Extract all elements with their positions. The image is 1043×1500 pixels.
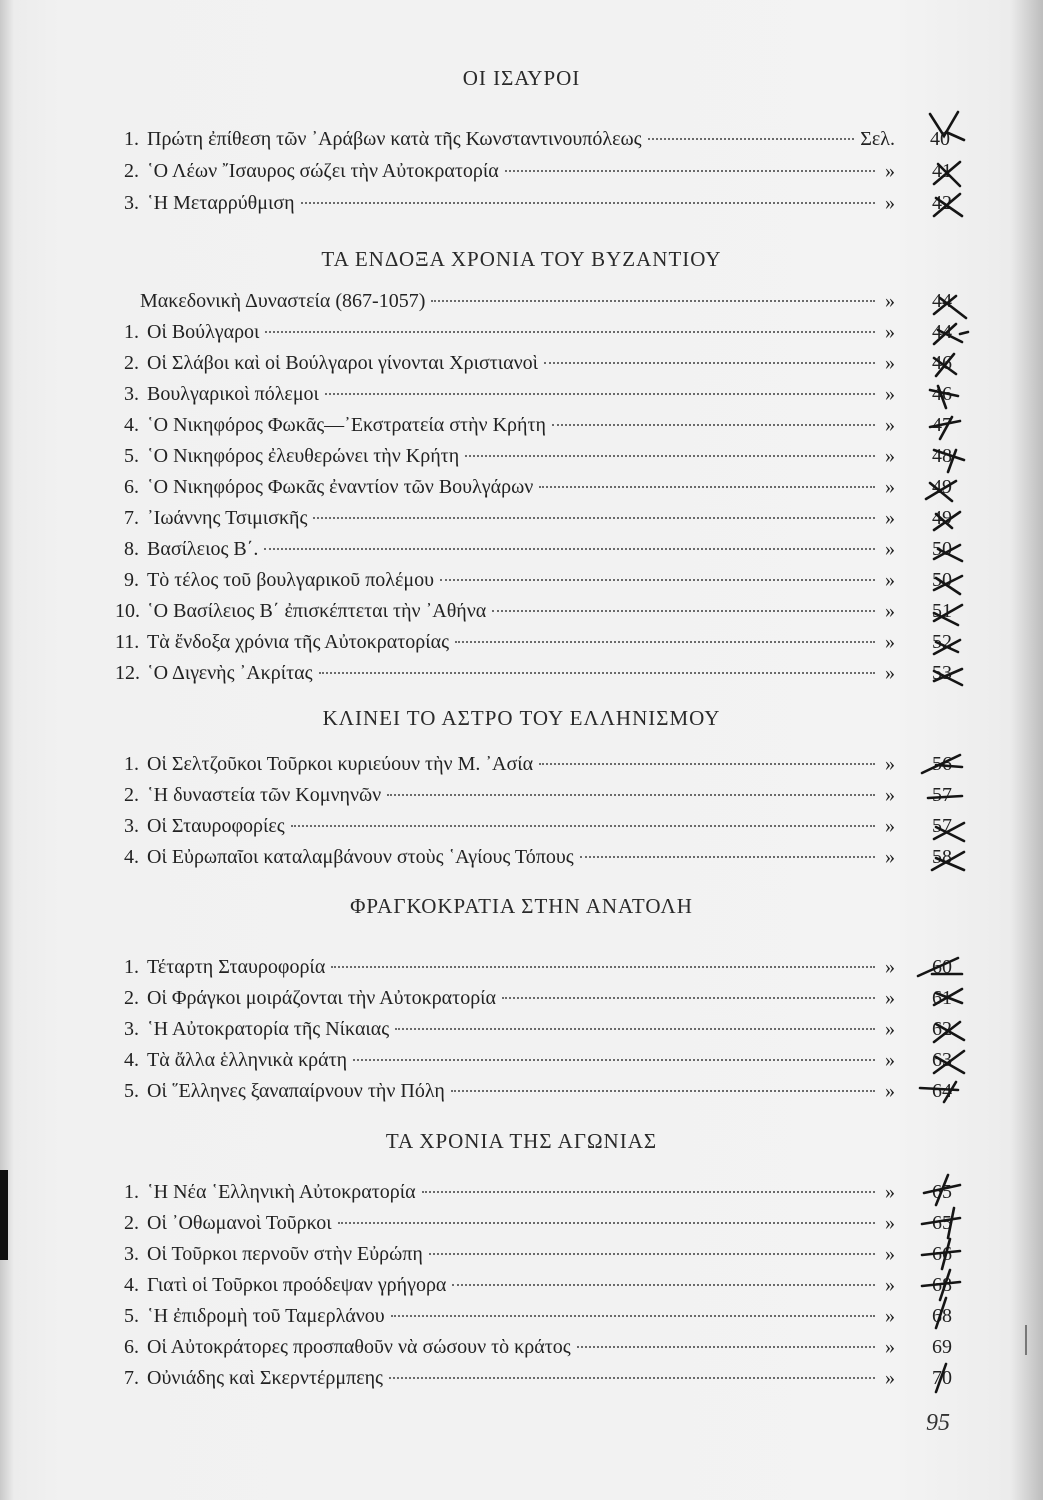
- dot-leader: [301, 202, 875, 204]
- toc-entry: [115, 507, 895, 535]
- dot-leader: [331, 966, 875, 968]
- entry-number: 1.: [124, 956, 139, 978]
- dot-leader: [395, 1028, 875, 1030]
- entry-title: Πρώτη ἐπίθεση τῶν ᾿Αράβων κατὰ τῆς Κωνσταντινουπόλεως: [147, 128, 642, 150]
- toc-entry: [115, 352, 895, 380]
- entry-title: ῾Ο Λέων ῎Ισαυρος σώζει τὴν Αὐτοκρατορία: [147, 160, 499, 182]
- ditto-mark: »: [885, 321, 895, 343]
- page-ref: 62: [932, 1018, 952, 1040]
- handwritten-strike-mark: [918, 1078, 962, 1108]
- ditto-mark: »: [885, 987, 895, 1009]
- page-ref: 61: [932, 987, 952, 1009]
- entry-number: 3.: [124, 815, 139, 837]
- ditto-mark: »: [885, 956, 895, 978]
- ditto-mark: »: [885, 569, 895, 591]
- entry-number: 1.: [124, 321, 139, 343]
- toc-entry: [115, 445, 895, 473]
- page-ref: 64: [932, 1080, 952, 1102]
- entry-number: 5.: [124, 1080, 139, 1102]
- handwritten-x-mark: [926, 320, 970, 350]
- ditto-mark: »: [885, 846, 895, 868]
- handwritten-x-mark: [924, 630, 968, 660]
- ditto-mark: »: [885, 784, 895, 806]
- dot-leader: [338, 1222, 875, 1224]
- toc-entry: [115, 987, 895, 1015]
- dot-leader: [387, 794, 875, 796]
- page-ref: 60: [932, 956, 952, 978]
- dot-leader: [389, 1377, 875, 1379]
- handwritten-check-mark: [924, 112, 968, 142]
- entry-number: 1.: [124, 1181, 139, 1203]
- page-ref: 65: [932, 1212, 952, 1234]
- entry-title: Οἱ Αὐτοκράτορες προσπαθοῦν νὰ σώσουν τὸ κράτος: [147, 1336, 571, 1358]
- ditto-mark: »: [885, 507, 895, 529]
- page-number: 95: [926, 1410, 950, 1436]
- ditto-mark: »: [885, 352, 895, 374]
- dot-leader: [325, 393, 875, 395]
- entry-title: Τέταρτη Σταυροφορία: [147, 956, 326, 978]
- page-ref: 65: [932, 1181, 952, 1203]
- entry-title: Βασίλειος Β΄.: [147, 538, 259, 560]
- toc-entry: [115, 1049, 895, 1077]
- entry-title: ᾿Ιωάννης Τσιμισκῆς: [147, 507, 308, 529]
- toc-entry: [115, 1212, 895, 1240]
- toc-entry: [115, 1336, 895, 1364]
- entry-number: 6.: [124, 476, 139, 498]
- entry-title: ῾Ο Νικηφόρος Φωκᾶς ἐναντίον τῶν Βουλγάρων: [147, 476, 534, 498]
- toc-entry: [140, 290, 895, 318]
- ditto-mark: »: [885, 1181, 895, 1203]
- entry-number: 5.: [124, 445, 139, 467]
- ditto-mark: »: [885, 600, 895, 622]
- page-ref: 57: [932, 784, 952, 806]
- entry-number: 8.: [124, 538, 139, 560]
- handwritten-x-mark: [926, 190, 970, 220]
- ditto-mark: »: [885, 538, 895, 560]
- handwritten-x-mark: [924, 1016, 968, 1046]
- toc-entry: [115, 1274, 895, 1302]
- dot-leader: [465, 455, 875, 457]
- dot-leader: [313, 517, 875, 519]
- entry-number: 4.: [124, 1049, 139, 1071]
- dot-leader: [391, 1315, 875, 1317]
- dot-leader: [291, 825, 875, 827]
- entry-number: 3.: [124, 383, 139, 405]
- page-label: Σελ.: [860, 128, 895, 150]
- toc-entry: [115, 1181, 895, 1209]
- page-ref: 47: [932, 414, 952, 436]
- entry-title: Οἱ Βούλγαροι: [147, 321, 260, 343]
- handwritten-x-mark: [926, 158, 970, 188]
- entry-title: ῾Η Νέα ῾Ελληνικὴ Αὐτοκρατορία: [147, 1181, 416, 1203]
- handwritten-strike-mark: [920, 751, 964, 781]
- toc-entry: [115, 192, 895, 220]
- handwritten-x-mark: [924, 568, 968, 598]
- entry-number: 1.: [124, 128, 139, 150]
- dot-leader: [502, 997, 875, 999]
- dot-leader: [431, 300, 875, 302]
- dot-leader: [440, 579, 875, 581]
- entry-number: 5.: [124, 1305, 139, 1327]
- entry-title: Οἱ Φράγκοι μοιράζονται τὴν Αὐτοκρατορία: [147, 987, 497, 1009]
- ditto-mark: »: [885, 1049, 895, 1071]
- page-ref: 49: [932, 507, 952, 529]
- toc-entry: [115, 160, 895, 188]
- dot-leader: [577, 1346, 875, 1348]
- ditto-mark: »: [885, 445, 895, 467]
- binding-shadow: [0, 1170, 8, 1260]
- ditto-mark: »: [885, 1080, 895, 1102]
- toc-entry: [115, 631, 895, 659]
- dot-leader: [648, 138, 855, 140]
- entry-title: ῾Ο Νικηφόρος ἐλευθερώνει τὴν Κρήτη: [147, 445, 460, 467]
- dot-leader: [580, 856, 875, 858]
- page-ref: 49: [932, 476, 952, 498]
- entry-number: 2.: [124, 987, 139, 1009]
- entry-title: Οἱ Σλάβοι καὶ οἱ Βούλγαροι γίνονται Χριστιανοὶ: [147, 352, 539, 374]
- ditto-mark: »: [885, 815, 895, 837]
- ditto-mark: »: [885, 1243, 895, 1265]
- dot-leader: [319, 672, 875, 674]
- entry-title: Τὰ ἔνδοξα χρόνια τῆς Αὐτοκρατορίας: [147, 631, 450, 653]
- entry-number: 7.: [124, 1367, 139, 1389]
- section-title: ΦΡΑΓΚΟΚΡΑΤΙΑ ΣΤΗΝ ΑΝΑΤΟΛΗ: [350, 894, 693, 918]
- page-ref: 42: [932, 192, 952, 214]
- entry-title: Οἱ Εὐρωπαῖοι καταλαμβάνουν στοὺς ῾Αγίους Τόπους: [147, 846, 574, 868]
- entry-number: 4.: [124, 846, 139, 868]
- toc-entry: [115, 414, 895, 442]
- entry-number: 4.: [124, 1274, 139, 1296]
- dot-leader: [455, 641, 875, 643]
- handwritten-x-mark: [926, 290, 970, 320]
- ditto-mark: »: [885, 753, 895, 775]
- handwritten-x-mark: [924, 844, 968, 874]
- handwritten-x-mark: [922, 475, 966, 505]
- page-ref: 68: [932, 1274, 952, 1296]
- entry-title: Τὸ τέλος τοῦ βουλγαρικοῦ πολέμου: [147, 569, 435, 591]
- page-ref: 69: [932, 1336, 952, 1358]
- entry-title: ῾Ο Διγενὴς ᾿Ακρίτας: [147, 662, 313, 684]
- entry-title: Μακεδονικὴ Δυναστεία (867-1057): [140, 290, 426, 312]
- entry-title: ῾Η ἐπιδρομὴ τοῦ Ταμερλάνου: [147, 1305, 385, 1327]
- ditto-mark: »: [885, 383, 895, 405]
- handwritten-strike-mark: [920, 1175, 964, 1205]
- entry-number: 10.: [115, 600, 140, 622]
- toc-entry: [115, 1305, 895, 1333]
- handwritten-x-mark: [924, 382, 968, 412]
- ditto-mark: »: [885, 1336, 895, 1358]
- handwritten-strike-mark: [922, 1298, 966, 1328]
- ditto-mark: »: [885, 476, 895, 498]
- toc-entry: [115, 383, 895, 411]
- ditto-mark: »: [885, 631, 895, 653]
- ditto-mark: »: [885, 290, 895, 312]
- section-title: ΤΑ ΕΝΔΟΞΑ ΧΡΟΝΙΑ ΤΟΥ ΒΥΖΑΝΤΙΟΥ: [321, 247, 722, 271]
- page-ref: 70: [932, 1367, 952, 1389]
- dot-leader: [451, 1090, 875, 1092]
- handwritten-strike-mark: [918, 954, 962, 984]
- section-title: ΚΛΙΝΕΙ ΤΟ ΑΣΤΡΟ ΤΟΥ ΕΛΛΗΝΙΣΜΟΥ: [322, 706, 721, 730]
- toc-entry: [115, 1243, 895, 1271]
- toc-entry: [115, 1367, 895, 1395]
- page-ref: 44: [932, 321, 952, 343]
- entry-title: ῾Η Μεταρρύθμιση: [147, 192, 295, 214]
- toc-entry: [115, 1018, 895, 1046]
- entry-number: 11.: [115, 631, 140, 653]
- dot-leader: [264, 548, 875, 550]
- page-ref: 66: [932, 1243, 952, 1265]
- toc-entry: [115, 753, 895, 781]
- dot-leader: [429, 1253, 875, 1255]
- page-ref: 57: [932, 815, 952, 837]
- page-ref: 50: [932, 569, 952, 591]
- toc-entry: [115, 846, 895, 874]
- ditto-mark: »: [885, 192, 895, 214]
- page-ref: 48: [932, 445, 952, 467]
- page-ref: 53: [932, 662, 952, 684]
- entry-title: Οἱ ᾿Οθωμανοὶ Τοῦρκοι: [147, 1212, 332, 1234]
- margin-pencil-mark: [1025, 1325, 1027, 1355]
- dot-leader: [452, 1284, 875, 1286]
- toc-entry: [115, 476, 895, 504]
- toc-entry: [115, 1080, 895, 1108]
- dot-leader: [539, 763, 875, 765]
- toc-entry: [115, 128, 895, 156]
- page-ref: 56: [932, 753, 952, 775]
- handwritten-x-mark: [924, 1047, 968, 1077]
- dot-leader: [265, 331, 875, 333]
- entry-number: 2.: [124, 160, 139, 182]
- page-ref: 52: [932, 631, 952, 653]
- handwritten-strike-mark: [922, 1362, 966, 1392]
- handwritten-x-mark: [924, 599, 968, 629]
- entry-title: Βουλγαρικοὶ πόλεμοι: [147, 383, 319, 405]
- entry-title: ῾Ο Νικηφόρος Φωκᾶς—᾿Εκστρατεία στὴν Κρήτη: [147, 414, 546, 436]
- ditto-mark: »: [885, 1305, 895, 1327]
- entry-number: 6.: [124, 1336, 139, 1358]
- ditto-mark: »: [885, 1274, 895, 1296]
- entry-number: 12.: [115, 662, 140, 684]
- page-ref: 46: [932, 383, 952, 405]
- page-ref: 50: [932, 538, 952, 560]
- page-ref: 46: [932, 352, 952, 374]
- section-title: ΟΙ ΙΣΑΥΡΟΙ: [462, 66, 581, 90]
- handwritten-x-mark: [924, 506, 968, 536]
- handwritten-x-mark: [924, 813, 968, 843]
- entry-title: Οἱ Σελτζοῦκοι Τοῦρκοι κυριεύουν τὴν Μ. ᾿Ασία: [147, 753, 534, 775]
- page-ref: 58: [932, 846, 952, 868]
- handwritten-strike-mark: [920, 1270, 964, 1300]
- ditto-mark: »: [885, 1212, 895, 1234]
- toc-entry: [115, 600, 895, 628]
- handwritten-x-mark: [924, 661, 968, 691]
- toc-entry: [115, 662, 895, 690]
- entry-number: 9.: [124, 569, 139, 591]
- handwritten-x-mark: [924, 444, 968, 474]
- handwritten-x-mark: [924, 985, 968, 1015]
- entry-number: 1.: [124, 753, 139, 775]
- ditto-mark: »: [885, 1367, 895, 1389]
- handwritten-x-mark: [926, 350, 970, 380]
- dot-leader: [505, 170, 875, 172]
- toc-entry: [115, 569, 895, 597]
- entry-number: 2.: [124, 1212, 139, 1234]
- toc-entry: [115, 956, 895, 984]
- dot-leader: [544, 362, 875, 364]
- entry-title: Οἱ Σταυροφορίες: [147, 815, 285, 837]
- dot-leader: [552, 424, 875, 426]
- entry-title: ῾Η δυναστεία τῶν Κομνηνῶν: [147, 784, 382, 806]
- handwritten-strike-mark: [920, 1239, 964, 1269]
- dot-leader: [422, 1191, 875, 1193]
- dot-leader: [539, 486, 875, 488]
- entry-number: 7.: [124, 507, 139, 529]
- toc-entry: [115, 321, 895, 349]
- handwritten-strike-mark: [922, 782, 966, 812]
- entry-title: ῾Ο Βασίλειος Β΄ ἐπισκέπτεται τὴν ᾿Αθήνα: [147, 600, 487, 622]
- entry-title: Οὐνιάδης καὶ Σκερντέρμπεης: [147, 1367, 383, 1389]
- entry-number: 2.: [124, 784, 139, 806]
- page-ref: 68: [932, 1305, 952, 1327]
- toc-entry: [115, 784, 895, 812]
- ditto-mark: »: [885, 414, 895, 436]
- handwritten-x-mark: [924, 537, 968, 567]
- handwritten-strike-mark: [920, 1208, 964, 1238]
- entry-number: 3.: [124, 192, 139, 214]
- entry-number: 4.: [124, 414, 139, 436]
- ditto-mark: »: [885, 1018, 895, 1040]
- entry-title: Οἱ ῞Ελληνες ξαναπαίρνουν τὴν Πόλη: [147, 1080, 445, 1102]
- handwritten-x-mark: [924, 413, 968, 443]
- section-title: ΤΑ ΧΡΟΝΙΑ ΤΗΣ ΑΓΩΝΙΑΣ: [385, 1129, 658, 1153]
- page-ref: 63: [932, 1049, 952, 1071]
- entry-title: Οἱ Τοῦρκοι περνοῦν στὴν Εὐρώπη: [147, 1243, 423, 1265]
- toc-entry: [115, 815, 895, 843]
- toc-entry: [115, 538, 895, 566]
- entry-number: 2.: [124, 352, 139, 374]
- ditto-mark: »: [885, 662, 895, 684]
- page-ref: 40: [930, 128, 950, 150]
- entry-title: Γιατὶ οἱ Τοῦρκοι προόδεψαν γρήγορα: [147, 1274, 447, 1296]
- page-ref: 51: [932, 600, 952, 622]
- entry-title: ῾Η Αὐτοκρατορία τῆς Νίκαιας: [147, 1018, 390, 1040]
- page-ref: 41: [932, 160, 952, 182]
- ditto-mark: »: [885, 160, 895, 182]
- entry-number: 3.: [124, 1018, 139, 1040]
- page-ref: 44: [932, 290, 952, 312]
- entry-title: Τὰ ἄλλα ἑλληνικὰ κράτη: [147, 1049, 348, 1071]
- entry-number: 3.: [124, 1243, 139, 1265]
- dot-leader: [353, 1059, 875, 1061]
- dot-leader: [492, 610, 875, 612]
